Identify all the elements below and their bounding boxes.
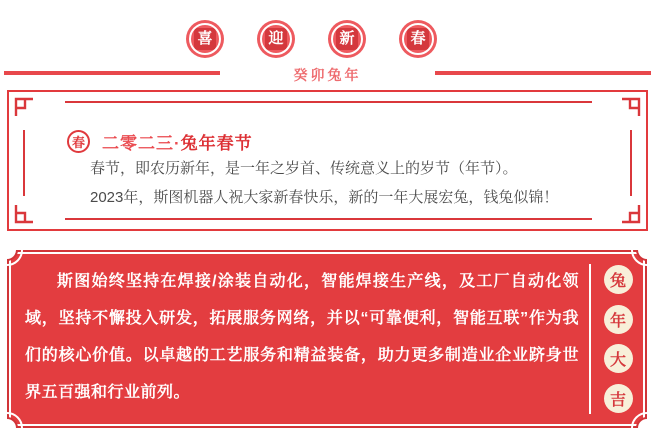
inner-left-line <box>23 130 25 196</box>
greeting-title-year: 二零二三· <box>102 134 181 153</box>
greeting-body <box>90 154 606 212</box>
banner-badge-ying <box>257 20 295 58</box>
side-badge-da: 大 <box>604 344 633 373</box>
side-badge-ji: 吉 <box>604 384 633 413</box>
year-subtitle: 癸卯兔年 <box>293 67 362 83</box>
inner-bottom-line <box>65 218 592 220</box>
corner-fret-icon <box>622 96 642 116</box>
banner-badge-chun <box>399 20 437 58</box>
banner-badge-label: 迎 <box>265 28 287 50</box>
inner-top-line <box>65 101 592 103</box>
corner-fret-icon <box>13 205 33 225</box>
company-card <box>7 250 647 428</box>
greeting-card <box>7 90 648 231</box>
side-badge-tu: 兔 <box>604 265 633 294</box>
corner-fret-icon <box>13 96 33 116</box>
greeting-title-main: 兔年春节 <box>180 134 253 153</box>
greeting-title <box>102 129 253 154</box>
banner-badge-label: 喜 <box>194 28 216 50</box>
corner-fret-icon <box>622 205 642 225</box>
side-badge-nian: 年 <box>604 305 633 334</box>
company-text: 斯图始终坚持在焊接/涂装自动化，智能焊接生产线，及工厂自动化领域，坚持不懈投入研发，拓展服务网络，并以“可靠便利，智能互联”作为我们的核心价值。以卓越的工艺服务和精益装备，助力更多制造业企业跻身世界五百强和行业前列。 <box>25 273 579 401</box>
banner-badge-label: 春 <box>407 28 429 50</box>
inner-right-line <box>630 130 632 196</box>
banner-badge-xin <box>328 20 366 58</box>
spring-badge: 春 <box>67 130 90 153</box>
side-badge-column <box>589 264 645 414</box>
banner-badge-row <box>186 20 437 58</box>
greeting-card-header <box>67 129 253 154</box>
company-card-panel <box>7 250 647 428</box>
greeting-body-line1: 春节，即农历新年，是一年之岁首、传统意义上的岁节（年节）。 <box>90 160 518 177</box>
banner-badge-label: 新 <box>336 28 358 50</box>
banner-badge-xi <box>186 20 224 58</box>
greeting-body-line2: 2023年，斯图机器人祝大家新春快乐，新的一年大展宏兔，钱兔似锦！ <box>90 189 559 206</box>
right-divider-line <box>435 71 651 75</box>
